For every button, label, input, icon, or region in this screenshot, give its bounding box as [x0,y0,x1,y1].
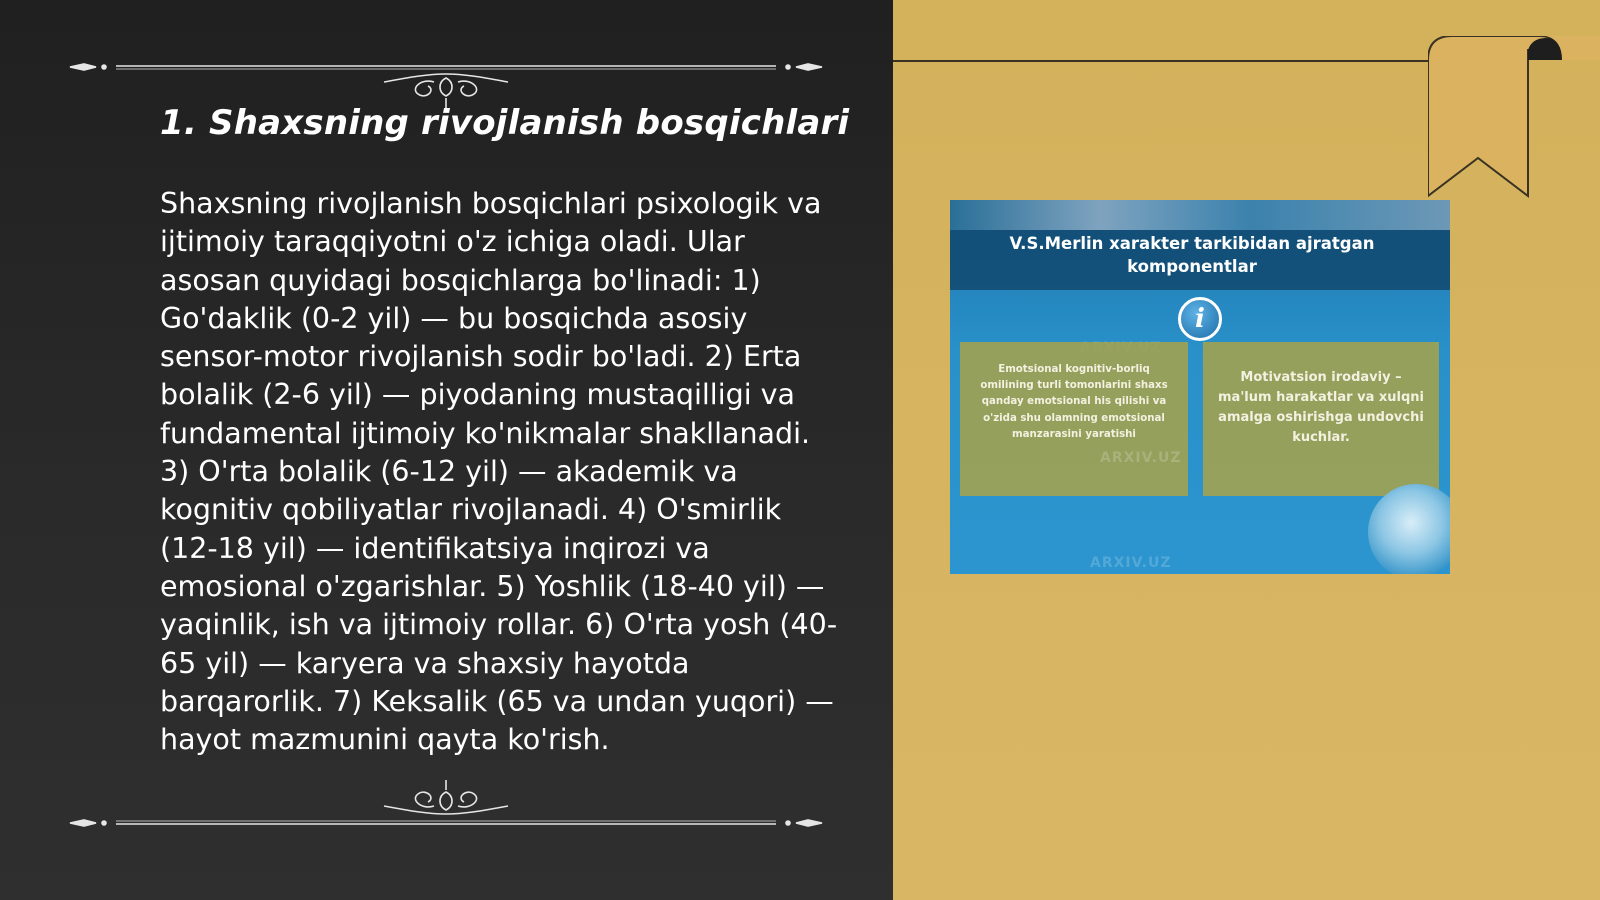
slide-body-text: Shaxsning rivojlanish bosqichlari psixologik va ijtimoiy taraqqiyotni o'z ichiga oladi. Ular asosan quyidagi bosqichlarga bo'linadi: 1) Go'daklik (0-2 yil) — bu bosqichda asosiy sensor-motor rivojlanish sodir bo'ladi. 2) Erta bolalik (2-6 yil) — piyodaning mustaqilligi va fundamental ijtimoiy ko'nikmalar shakllanadi. 3) O'rta bolalik (6-12 yil) — akademik va kognitiv qobiliyatlar rivojlanadi. 4) O'smirlik (12-18 yil) — identifikatsiya inqirozi va emosional o'zgarishlar. 5) Yoshlik (18-40 yil) — yaqinlik, ish va ijtimoiy rollar. 6) O'rta yosh (40-65 yil) — karyera va shaxsiy hayotda barqarorlik. 7) Keksalik (65 va undan yuqori) — hayot mazmunini qayta ko'rish. [160,187,838,757]
motivational-volitional-box: Motivatsion irodaviy – ma'lum harakatlar va xulqni amalga oshirishga undovchi kuchlar. [1203,342,1439,496]
bookmark-ribbon-icon [1428,36,1600,202]
emotional-cognitive-box: Emotsional kognitiv-borliq omilining turli tomonlarini shaxs qanday emotsional his qilishi va o'zida shu olamning emotsional manzarasini yaratishi [960,342,1188,496]
merlin-components-image [950,200,1450,574]
figure-sky-band [950,200,1450,230]
info-icon: i [1178,297,1222,341]
ornament-divider-bottom [66,770,826,830]
slide-title: 1. Shaxsning rivojlanish bosqichlari [160,103,850,143]
globe-icon [1368,484,1450,574]
watermark-text: ARXIV.UZ [1090,555,1172,571]
figure-title: V.S.Merlin xarakter tarkibidan ajratgan komponentlar [1009,234,1375,276]
watermark-text: ARXIV.UZ [1100,450,1182,466]
divider-line [893,60,1438,62]
